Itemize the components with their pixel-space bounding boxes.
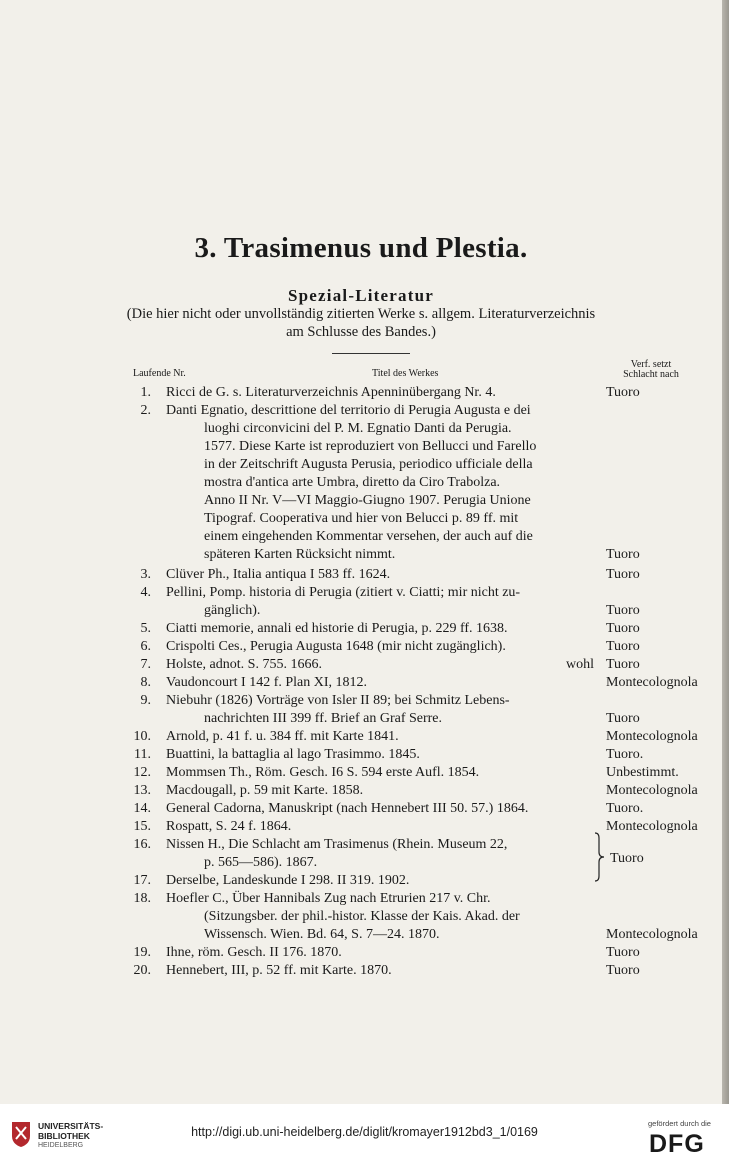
- entry-text-line: (Sitzungsber. der phil.-histor. Klasse der Kais. Akad. der: [204, 909, 520, 924]
- entry-text-line: Mommsen Th., Röm. Gesch. I6 S. 594 erste Aufl. 1854.: [166, 765, 480, 780]
- column-header-verf-line2: Schlacht nach: [623, 369, 679, 380]
- entry-place: Tuoro: [606, 385, 640, 400]
- entry-number: 11.: [134, 747, 151, 762]
- library-name-line3: HEIDELBERG: [38, 1142, 84, 1149]
- entry-number: 20.: [133, 963, 151, 978]
- section-subtitle: Spezial-Literatur: [288, 286, 434, 305]
- entry-place: Montecolognola: [606, 675, 698, 690]
- entry-text-line: Crispolti Ces., Perugia Augusta 1648 (mir nicht zugänglich).: [166, 639, 506, 654]
- entry-text-line: Buattini, la battaglia al lago Trasimmo. 1845.: [166, 747, 420, 762]
- entry-text-line: Macdougall, p. 59 mit Karte. 1858.: [166, 783, 364, 798]
- divider-rule: [332, 353, 410, 354]
- entry-number: 4.: [140, 585, 151, 600]
- source-url-link[interactable]: http://digi.ub.uni-heidelberg.de/diglit/kromayer1912bd3_1/0169: [191, 1125, 538, 1139]
- entry-place: Tuoro: [606, 963, 640, 978]
- entry-place-qualifier: wohl: [566, 657, 594, 672]
- entry-text-line: einem eingehenden Kommentar versehen, der auch auf die: [204, 529, 533, 544]
- entry-number: 15.: [133, 819, 151, 834]
- entry-place: Montecolognola: [606, 819, 698, 834]
- entry-number: 12.: [133, 765, 151, 780]
- entry-place: Tuoro.: [606, 747, 644, 762]
- entry-place: Tuoro: [606, 639, 640, 654]
- page-edge: [722, 0, 729, 1104]
- entry-place: Unbestimmt.: [606, 765, 679, 780]
- brace-icon: [593, 832, 607, 882]
- note-line-1: (Die hier nicht oder unvollständig zitierten Werke s. allgem. Literaturverzeichnis: [126, 306, 596, 322]
- entry-number: 14.: [133, 801, 151, 816]
- library-name-line2: BIBLIOTHEK: [38, 1131, 90, 1141]
- entry-number: 18.: [133, 891, 151, 906]
- entry-text-line: Ciatti memorie, annali ed historie di Perugia, p. 229 ff. 1638.: [166, 621, 508, 636]
- library-name-line1: UNIVERSITÄTS-: [38, 1121, 104, 1131]
- entry-number: 7.: [140, 657, 151, 672]
- entry-text-line: Rospatt, S. 24 f. 1864.: [166, 819, 292, 834]
- entry-number: 2.: [140, 403, 151, 418]
- brace-place: Tuoro: [610, 851, 644, 866]
- entry-text-line: Derselbe, Landeskunde I 298. II 319. 1902.: [166, 873, 410, 888]
- entry-place: Tuoro: [606, 945, 640, 960]
- entry-number: 10.: [133, 729, 151, 744]
- column-header-nr: Laufende Nr.: [133, 368, 186, 379]
- entry-text-line: späteren Karten Rücksicht nimmt.: [204, 547, 396, 562]
- entry-number: 3.: [140, 567, 151, 582]
- entry-text-line: gänglich).: [204, 603, 261, 618]
- entry-place: Tuoro: [606, 603, 640, 618]
- entry-place: Tuoro: [606, 657, 640, 672]
- entry-text-line: Clüver Ph., Italia antiqua I 583 ff. 1624.: [166, 567, 391, 582]
- entry-text-line: Pellini, Pomp. historia di Perugia (zitiert v. Ciatti; mir nicht zu-: [166, 585, 521, 600]
- entry-text-line: nachrichten III 399 ff. Brief an Graf Serre.: [204, 711, 443, 726]
- entry-text-line: Ricci de G. s. Literaturverzeichnis Apenninübergang Nr. 4.: [166, 385, 496, 400]
- column-header-titel: Titel des Werkes: [372, 368, 439, 379]
- entry-place: Tuoro: [606, 567, 640, 582]
- section-title: 3. Trasimenus und Plestia.: [194, 232, 528, 264]
- funding-note: gefördert durch die: [648, 1119, 711, 1128]
- entry-text-line: General Cadorna, Manuskript (nach Hennebert III 50. 57.) 1864.: [166, 801, 529, 816]
- column-header-verf-line1: Verf. setzt: [630, 359, 672, 370]
- entry-text-line: Tipograf. Cooperativa und hier von Belucci p. 89 ff. mit: [204, 511, 519, 526]
- entry-number: 9.: [140, 693, 151, 708]
- entry-number: 1.: [140, 385, 151, 400]
- entry-text-line: Ihne, röm. Gesch. II 176. 1870.: [166, 945, 342, 960]
- entry-text-line: Nissen H., Die Schlacht am Trasimenus (Rhein. Museum 22,: [166, 837, 508, 852]
- column-header-verf: [606, 360, 696, 380]
- entry-text-line: Wissensch. Wien. Bd. 64, S. 7—24. 1870.: [204, 927, 440, 942]
- entry-text-line: Holste, adnot. S. 755. 1666.: [166, 657, 322, 672]
- entry-text-line: Danti Egnatio, descrittione del territorio di Perugia Augusta e dei: [166, 403, 531, 418]
- entry-text-line: Hoefler C., Über Hannibals Zug nach Etrurien 217 v. Chr.: [166, 891, 491, 906]
- entry-number: 19.: [133, 945, 151, 960]
- entry-text-line: luoghi circonvicini del P. M. Egnatio Danti da Perugia.: [204, 421, 512, 436]
- entry-number: 8.: [140, 675, 151, 690]
- entry-number: 6.: [140, 639, 151, 654]
- entry-place: Tuoro.: [606, 801, 644, 816]
- entry-place: Tuoro: [606, 621, 640, 636]
- entry-text-line: in der Zeitschrift Augusta Perusia, periodico ufficiale della: [204, 457, 533, 472]
- entry-text-line: Hennebert, III, p. 52 ff. mit Karte. 1870.: [166, 963, 392, 978]
- dfg-logo: DFG: [649, 1130, 705, 1158]
- entry-place: Tuoro: [606, 547, 640, 562]
- note-line-2: am Schlusse des Bandes.): [286, 324, 436, 340]
- entry-number: 5.: [140, 621, 151, 636]
- entry-number: 17.: [133, 873, 151, 888]
- entry-place: Montecolognola: [606, 927, 698, 942]
- entry-text-line: Anno II Nr. V—VI Maggio-Giugno 1907. Perugia Unione: [204, 493, 531, 508]
- entry-place: Tuoro: [606, 711, 640, 726]
- entry-place: Montecolognola: [606, 729, 698, 744]
- entry-number: 13.: [133, 783, 151, 798]
- entry-place: Montecolognola: [606, 783, 698, 798]
- entry-text-line: mostra d'antica arte Umbra, diretto da Ciro Trabolza.: [204, 475, 501, 490]
- entry-text-line: Vaudoncourt I 142 f. Plan XI, 1812.: [166, 675, 368, 690]
- entry-text-line: p. 565—586). 1867.: [204, 855, 318, 870]
- entry-text-line: 1577. Diese Karte ist reproduziert von Bellucci und Farello: [204, 439, 537, 454]
- entry-text-line: Niebuhr (1826) Vorträge von Isler II 89; bei Schmitz Lebens-: [166, 693, 510, 708]
- entry-text-line: Arnold, p. 41 f. u. 384 ff. mit Karte 1841.: [166, 729, 399, 744]
- entry-number: 16.: [133, 837, 151, 852]
